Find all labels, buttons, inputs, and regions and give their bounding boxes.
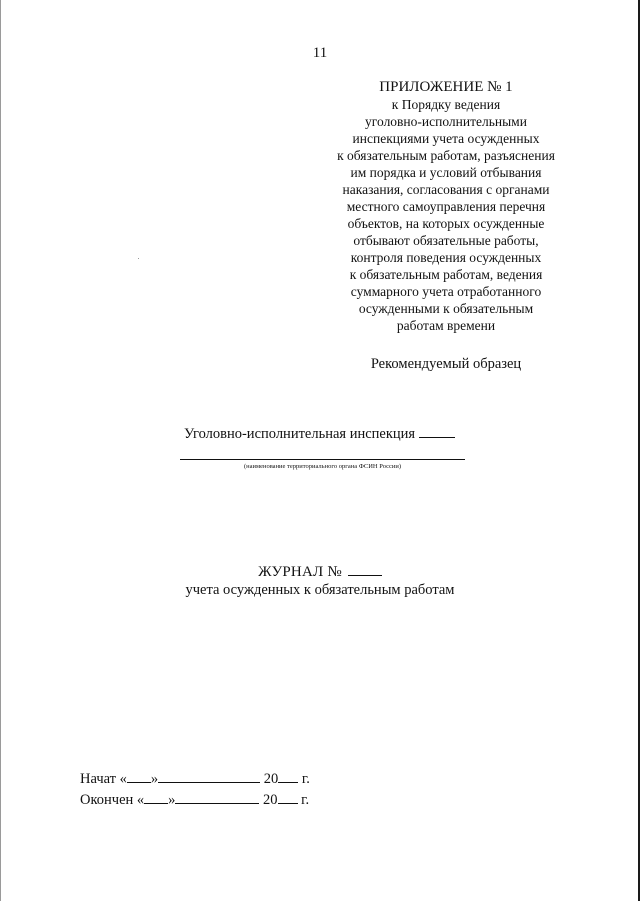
inspection-number-blank[interactable]	[419, 425, 455, 438]
journal-subtitle: учета осужденных к обязательным работам	[185, 582, 455, 598]
end-month-blank[interactable]	[175, 791, 259, 804]
start-month-blank[interactable]	[158, 770, 260, 783]
inspection-row	[184, 425, 455, 443]
appendix-line: к обязательным работам, разъяснения	[337, 148, 555, 163]
end-century: 20	[263, 792, 278, 808]
end-day-blank[interactable]	[144, 791, 168, 804]
org-name-line[interactable]	[180, 459, 465, 460]
appendix-line: местного самоуправления перечня	[346, 199, 546, 214]
appendix-heading: ПРИЛОЖЕНИЕ № 1	[379, 79, 513, 95]
appendix-line: объектов, на которых осужденные	[347, 216, 545, 231]
end-year-blank[interactable]	[278, 791, 298, 804]
end-date-label: Окончен «	[80, 792, 145, 808]
appendix-line: наказания, согласования с органами	[342, 182, 550, 197]
sample-label: Рекомендуемый образец	[370, 356, 522, 372]
journal-title: ЖУРНАЛ №	[258, 564, 342, 580]
journal-title-row	[0, 563, 640, 581]
appendix-line: инспекциями учета осужденных	[352, 131, 540, 146]
page-number: 11	[312, 45, 328, 61]
journal-number-blank[interactable]	[348, 563, 382, 576]
appendix-line: уголовно-исполнительными	[365, 114, 527, 129]
appendix-line: суммарного учета отработанного	[350, 284, 542, 299]
start-year-suffix: г.	[301, 771, 310, 787]
appendix-line: отбывают обязательные работы,	[353, 233, 539, 248]
end-close-quote: »	[168, 792, 176, 808]
scan-speck	[138, 258, 139, 259]
start-date-row	[80, 770, 310, 788]
end-year-suffix: г.	[301, 792, 310, 808]
appendix-line: осужденными к обязательным	[358, 301, 534, 316]
start-century: 20	[263, 771, 279, 787]
appendix-line: к Порядку ведения	[391, 97, 501, 112]
end-date-row	[80, 791, 309, 809]
start-year-blank[interactable]	[278, 770, 298, 783]
org-name-caption: (наименование территориального органа ФСИН России)	[243, 463, 402, 470]
inspection-label: Уголовно-исполнительная инспекция	[184, 426, 416, 442]
start-day-blank[interactable]	[127, 770, 151, 783]
start-date-label: Начат «	[80, 771, 127, 787]
appendix-line: контроля поведения осужденных	[350, 250, 542, 265]
appendix-line: работам времени	[396, 318, 496, 333]
appendix-block	[296, 78, 596, 334]
appendix-line: к обязательным работам, ведения	[349, 267, 543, 282]
appendix-line: им порядка и условий отбывания	[350, 165, 542, 180]
start-close-quote: »	[150, 771, 159, 787]
scan-left-edge	[0, 0, 1, 901]
